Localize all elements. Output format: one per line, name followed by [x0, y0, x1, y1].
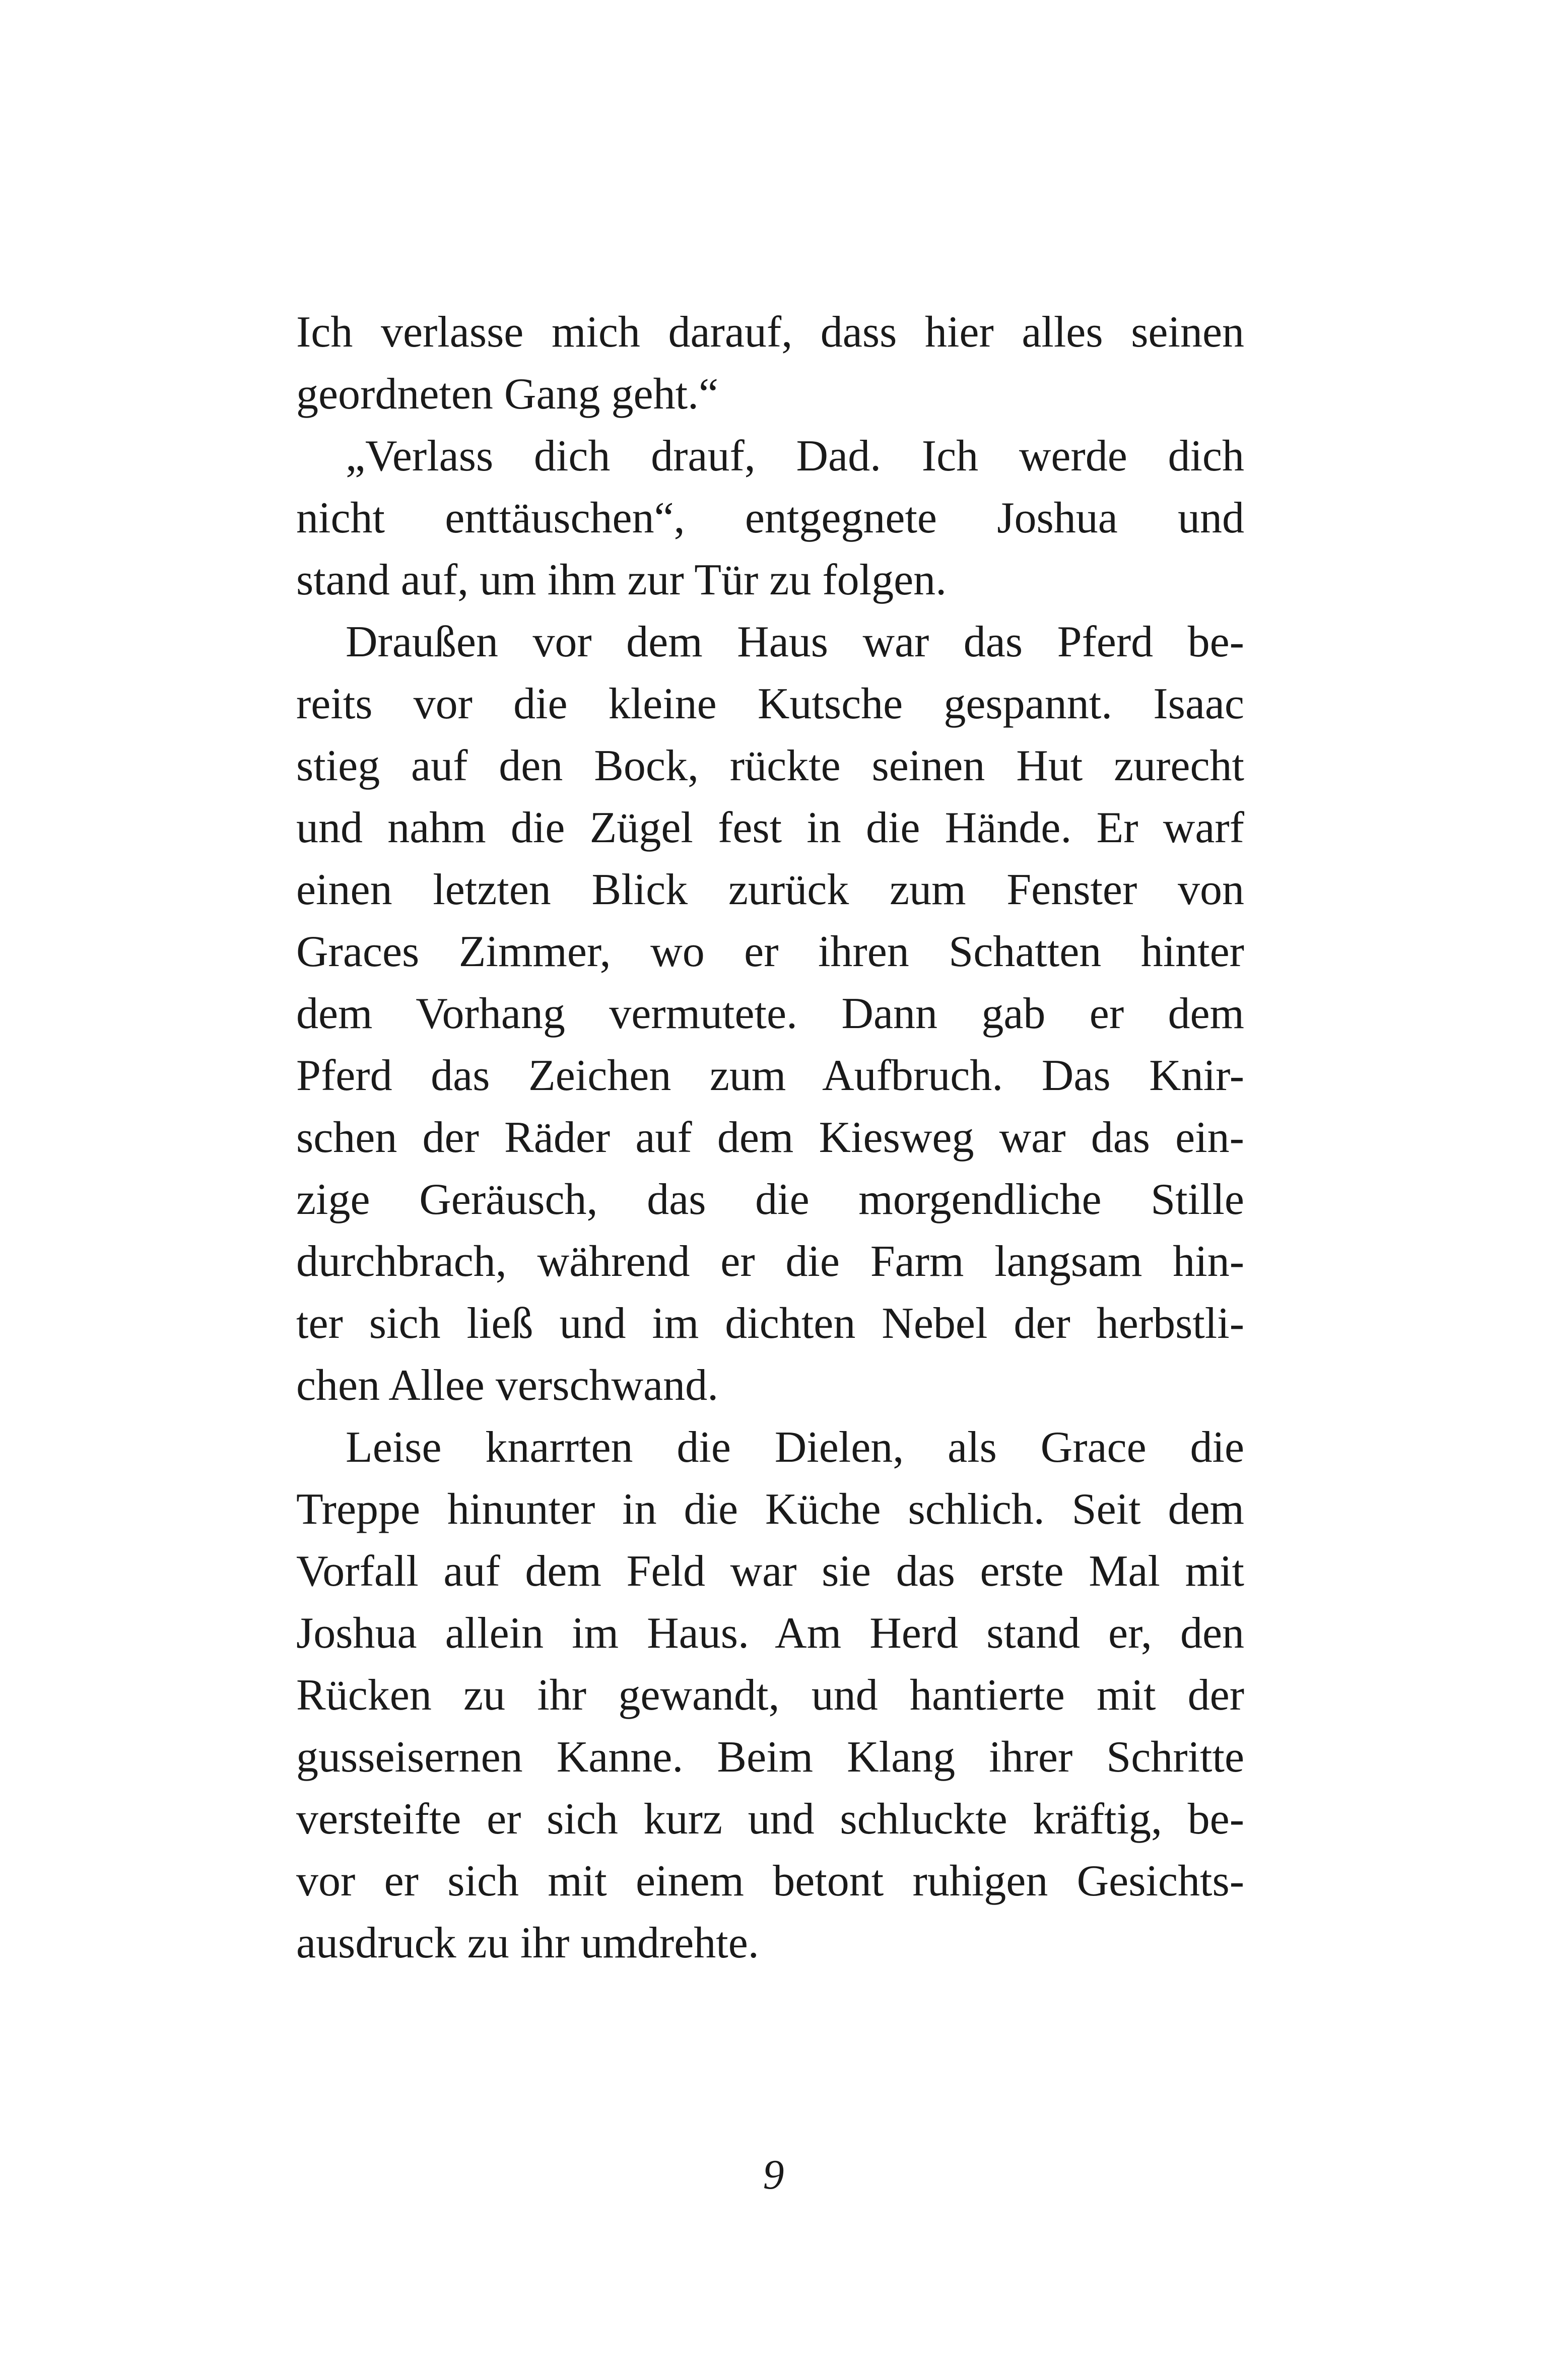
text-line: Pferd das Zeichen zum Aufbruch. Das Knir-	[296, 1051, 1244, 1100]
text-line: Joshua allein im Haus. Am Herd stand er, den	[296, 1609, 1244, 1658]
text-line: nicht enttäuschen“, entgegnete Joshua und	[296, 494, 1244, 542]
text-line: stieg auf den Bock, rückte seinen Hut zurecht	[296, 741, 1244, 790]
text-line: Treppe hinunter in die Küche schlich. Seit dem	[296, 1485, 1244, 1534]
text-line: Graces Zimmer, wo er ihren Schatten hinter	[296, 927, 1244, 976]
text-line: reits vor die kleine Kutsche gespannt. Isaac	[296, 679, 1244, 728]
text-line: und nahm die Zügel fest in die Hände. Er warf	[296, 803, 1244, 852]
text-line: vor er sich mit einem betont ruhigen Gesichts-	[296, 1857, 1244, 1906]
text-line: „Verlass dich drauf, Dad. Ich werde dich	[346, 432, 1244, 481]
text-line: Draußen vor dem Haus war das Pferd be-	[346, 618, 1244, 666]
text-line: Leise knarrten die Dielen, als Grace die	[346, 1423, 1244, 1472]
text-line: versteifte er sich kurz und schluckte kräftig, be-	[296, 1795, 1244, 1844]
text-line: durchbrach, während er die Farm langsam hin-	[296, 1237, 1244, 1286]
text-line: Ich verlasse mich darauf, dass hier alles seinen	[296, 308, 1244, 357]
text-line: ausdruck zu ihr umdrehte.	[296, 1919, 759, 1967]
text-line: geordneten Gang geht.“	[296, 370, 719, 419]
text-line: dem Vorhang vermutete. Dann gab er dem	[296, 989, 1244, 1038]
page-number: 9	[763, 2151, 784, 2198]
text-line: ter sich ließ und im dichten Nebel der herbstli-	[296, 1299, 1244, 1348]
text-line: einen letzten Blick zurück zum Fenster von	[296, 865, 1244, 914]
text-line: Rücken zu ihr gewandt, und hantierte mit der	[296, 1671, 1244, 1720]
body-text	[296, 301, 1244, 1974]
text-line: schen der Räder auf dem Kiesweg war das ein-	[296, 1113, 1244, 1162]
text-line: Vorfall auf dem Feld war sie das erste Mal mit	[296, 1547, 1244, 1596]
text-line: zige Geräusch, das die morgendliche Stille	[296, 1175, 1244, 1224]
text-line: gusseisernen Kanne. Beim Klang ihrer Schritte	[296, 1733, 1244, 1782]
text-line: chen Allee verschwand.	[296, 1361, 719, 1410]
text-line: stand auf, um ihm zur Tür zu folgen.	[296, 556, 947, 604]
